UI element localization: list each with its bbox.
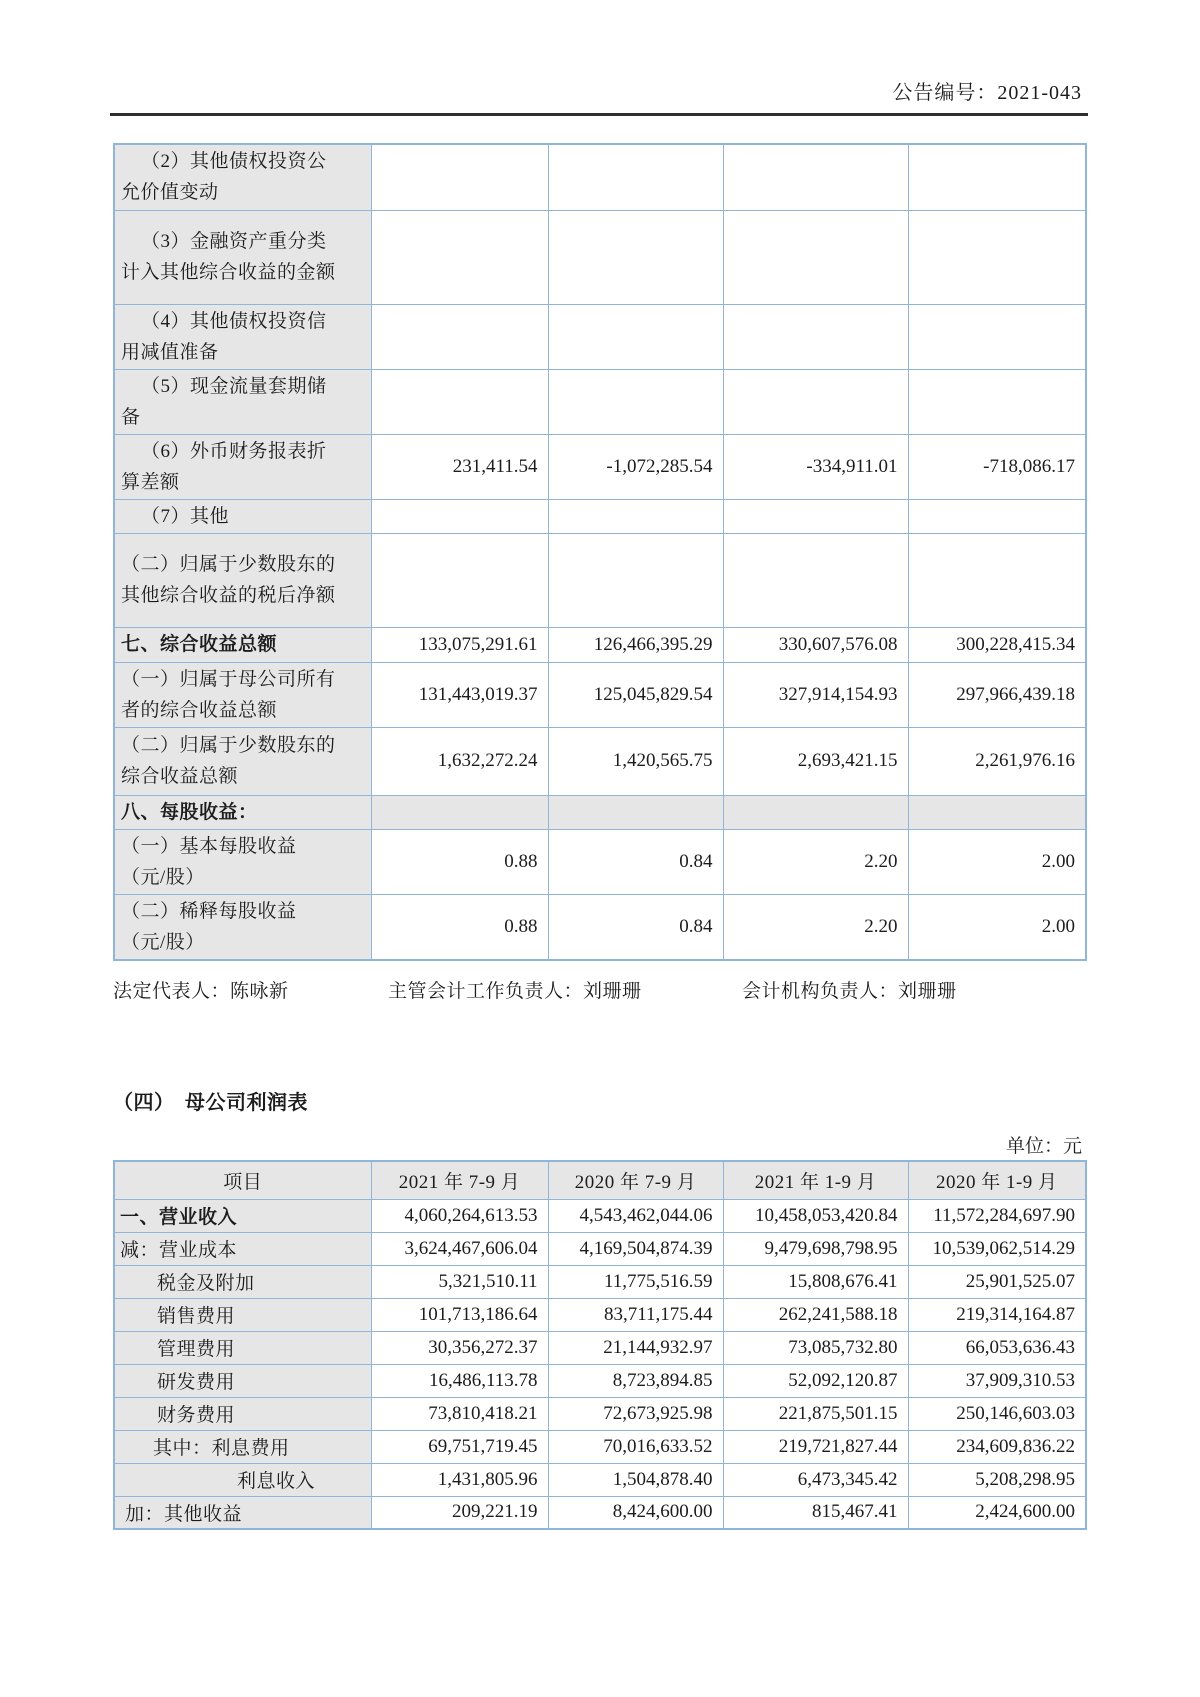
row-value: 0.88 <box>371 894 548 960</box>
row-label: （二）归属于少数股东的其他综合收益的税后净额 <box>114 533 371 627</box>
row-value: 2,693,421.15 <box>723 727 908 795</box>
table-header-row <box>114 1161 1086 1199</box>
row-label: 八、每股收益： <box>114 795 371 829</box>
row-label: （7）其他 <box>114 499 371 533</box>
table-row <box>114 304 1086 369</box>
row-value: 262,241,588.18 <box>723 1298 908 1331</box>
row-value <box>908 144 1086 210</box>
row-value: 5,208,298.95 <box>908 1463 1086 1496</box>
row-label: 管理费用 <box>114 1331 371 1364</box>
chief-accountant: 主管会计工作负责人：刘珊珊 <box>388 981 642 1002</box>
row-value: 2.20 <box>723 894 908 960</box>
row-value: 297,966,439.18 <box>908 662 1086 727</box>
row-label: （3）金融资产重分类计入其他综合收益的金额 <box>114 210 371 304</box>
row-value: 209,221.19 <box>371 1496 548 1529</box>
table-row <box>114 1430 1086 1463</box>
table-row <box>114 1199 1086 1232</box>
row-label: （一）归属于母公司所有者的综合收益总额 <box>114 662 371 727</box>
table-row <box>114 894 1086 960</box>
table-row <box>114 1463 1086 1496</box>
row-value: 8,723,894.85 <box>548 1364 723 1397</box>
table-row <box>114 1364 1086 1397</box>
row-value <box>723 304 908 369</box>
table-row <box>114 627 1086 662</box>
column-header-period: 2021 年 1-9 月 <box>723 1161 908 1199</box>
row-value: 1,420,565.75 <box>548 727 723 795</box>
row-value: 83,711,175.44 <box>548 1298 723 1331</box>
comprehensive-income-table <box>113 143 1087 961</box>
row-value: 221,875,501.15 <box>723 1397 908 1430</box>
row-value: 327,914,154.93 <box>723 662 908 727</box>
row-value: 219,721,827.44 <box>723 1430 908 1463</box>
row-label: 其中：利息费用 <box>114 1430 371 1463</box>
row-label: 减：营业成本 <box>114 1232 371 1265</box>
row-value: 101,713,186.64 <box>371 1298 548 1331</box>
row-label: （二）归属于少数股东的综合收益总额 <box>114 727 371 795</box>
row-value: 72,673,925.98 <box>548 1397 723 1430</box>
row-value <box>723 144 908 210</box>
table-row <box>114 499 1086 533</box>
row-label: （二）稀释每股收益（元/股） <box>114 894 371 960</box>
row-value: 73,810,418.21 <box>371 1397 548 1430</box>
row-value <box>723 369 908 434</box>
row-label: 销售费用 <box>114 1298 371 1331</box>
row-value <box>908 304 1086 369</box>
row-value: 2,424,600.00 <box>908 1496 1086 1529</box>
table-row <box>114 1331 1086 1364</box>
row-value: 250,146,603.03 <box>908 1397 1086 1430</box>
row-value <box>371 144 548 210</box>
row-value: 9,479,698,798.95 <box>723 1232 908 1265</box>
row-label: 一、营业收入 <box>114 1199 371 1232</box>
row-value <box>723 499 908 533</box>
row-label: （2）其他债权投资公允价值变动 <box>114 144 371 210</box>
row-value <box>548 304 723 369</box>
row-value: 234,609,836.22 <box>908 1430 1086 1463</box>
row-value <box>548 369 723 434</box>
row-value: 1,632,272.24 <box>371 727 548 795</box>
row-value: 2,261,976.16 <box>908 727 1086 795</box>
row-value <box>371 795 548 829</box>
row-value <box>371 533 548 627</box>
row-value <box>548 533 723 627</box>
row-value: -334,911.01 <box>723 434 908 499</box>
row-value: 15,808,676.41 <box>723 1265 908 1298</box>
row-value: 0.84 <box>548 829 723 894</box>
table-row <box>114 662 1086 727</box>
accounting-org-head: 会计机构负责人：刘珊珊 <box>742 981 957 1002</box>
row-value <box>371 304 548 369</box>
row-value <box>908 533 1086 627</box>
row-value: 330,607,576.08 <box>723 627 908 662</box>
row-value: 1,431,805.96 <box>371 1463 548 1496</box>
section-title: （四） 母公司利润表 <box>113 1092 308 1114</box>
row-value: 70,016,633.52 <box>548 1430 723 1463</box>
row-value: 133,075,291.61 <box>371 627 548 662</box>
announcement-number: 公告编号：2021-043 <box>892 82 1082 104</box>
row-value <box>548 144 723 210</box>
row-value <box>548 499 723 533</box>
table-row <box>114 369 1086 434</box>
row-value: 815,467.41 <box>723 1496 908 1529</box>
row-value <box>548 210 723 304</box>
row-value: 126,466,395.29 <box>548 627 723 662</box>
row-value: 11,572,284,697.90 <box>908 1199 1086 1232</box>
column-header-period: 2020 年 1-9 月 <box>908 1161 1086 1199</box>
row-value <box>723 210 908 304</box>
comprehensive-income-table-body <box>114 144 1086 960</box>
row-value: 0.88 <box>371 829 548 894</box>
legal-representative: 法定代表人：陈咏新 <box>113 981 289 1002</box>
row-label: （5）现金流量套期储备 <box>114 369 371 434</box>
row-value <box>908 499 1086 533</box>
unit-label: 单位：元 <box>1005 1136 1082 1157</box>
row-value <box>548 795 723 829</box>
row-value: 30,356,272.37 <box>371 1331 548 1364</box>
row-value: 10,458,053,420.84 <box>723 1199 908 1232</box>
column-header-period: 2020 年 7-9 月 <box>548 1161 723 1199</box>
row-value: 16,486,113.78 <box>371 1364 548 1397</box>
row-value: -1,072,285.54 <box>548 434 723 499</box>
row-label: 利息收入 <box>114 1463 371 1496</box>
row-value <box>723 533 908 627</box>
table-row <box>114 144 1086 210</box>
row-value: 300,228,415.34 <box>908 627 1086 662</box>
row-value: 25,901,525.07 <box>908 1265 1086 1298</box>
row-value <box>908 210 1086 304</box>
row-value: 3,624,467,606.04 <box>371 1232 548 1265</box>
row-value: 2.00 <box>908 894 1086 960</box>
table-row <box>114 210 1086 304</box>
row-value: 2.00 <box>908 829 1086 894</box>
row-value: 52,092,120.87 <box>723 1364 908 1397</box>
row-value: 4,169,504,874.39 <box>548 1232 723 1265</box>
row-value <box>371 210 548 304</box>
row-value: 231,411.54 <box>371 434 548 499</box>
header-rule <box>110 113 1088 116</box>
row-value: 6,473,345.42 <box>723 1463 908 1496</box>
table-row <box>114 533 1086 627</box>
row-label: 研发费用 <box>114 1364 371 1397</box>
row-value: 69,751,719.45 <box>371 1430 548 1463</box>
row-value: 1,504,878.40 <box>548 1463 723 1496</box>
parent-income-statement-table <box>113 1160 1087 1530</box>
row-label: （6）外币财务报表折算差额 <box>114 434 371 499</box>
row-label: （一）基本每股收益（元/股） <box>114 829 371 894</box>
row-value <box>723 795 908 829</box>
row-value <box>371 499 548 533</box>
table-row <box>114 1265 1086 1298</box>
row-value: 219,314,164.87 <box>908 1298 1086 1331</box>
signature-line <box>113 976 1085 1006</box>
table-row <box>114 1298 1086 1331</box>
table-row <box>114 829 1086 894</box>
row-value: 66,053,636.43 <box>908 1331 1086 1364</box>
row-label: （4）其他债权投资信用减值准备 <box>114 304 371 369</box>
row-value: 5,321,510.11 <box>371 1265 548 1298</box>
row-value: 21,144,932.97 <box>548 1331 723 1364</box>
row-value: 125,045,829.54 <box>548 662 723 727</box>
row-label: 税金及附加 <box>114 1265 371 1298</box>
row-value: 131,443,019.37 <box>371 662 548 727</box>
table-row <box>114 1232 1086 1265</box>
row-value: 4,543,462,044.06 <box>548 1199 723 1232</box>
row-value: 10,539,062,514.29 <box>908 1232 1086 1265</box>
table-row <box>114 1397 1086 1430</box>
table-row <box>114 795 1086 829</box>
row-value: 2.20 <box>723 829 908 894</box>
row-value: 4,060,264,613.53 <box>371 1199 548 1232</box>
parent-income-statement-body <box>114 1161 1086 1529</box>
table-row <box>114 727 1086 795</box>
row-value: 37,909,310.53 <box>908 1364 1086 1397</box>
column-header-item: 项目 <box>114 1161 371 1199</box>
row-value <box>908 795 1086 829</box>
row-value: 11,775,516.59 <box>548 1265 723 1298</box>
row-value <box>908 369 1086 434</box>
row-label: 七、综合收益总额 <box>114 627 371 662</box>
row-value: -718,086.17 <box>908 434 1086 499</box>
table-row <box>114 434 1086 499</box>
row-value <box>371 369 548 434</box>
row-value: 73,085,732.80 <box>723 1331 908 1364</box>
row-value: 8,424,600.00 <box>548 1496 723 1529</box>
column-header-period: 2021 年 7-9 月 <box>371 1161 548 1199</box>
row-label: 加：其他收益 <box>114 1496 371 1529</box>
table-row <box>114 1496 1086 1529</box>
row-label: 财务费用 <box>114 1397 371 1430</box>
row-value: 0.84 <box>548 894 723 960</box>
